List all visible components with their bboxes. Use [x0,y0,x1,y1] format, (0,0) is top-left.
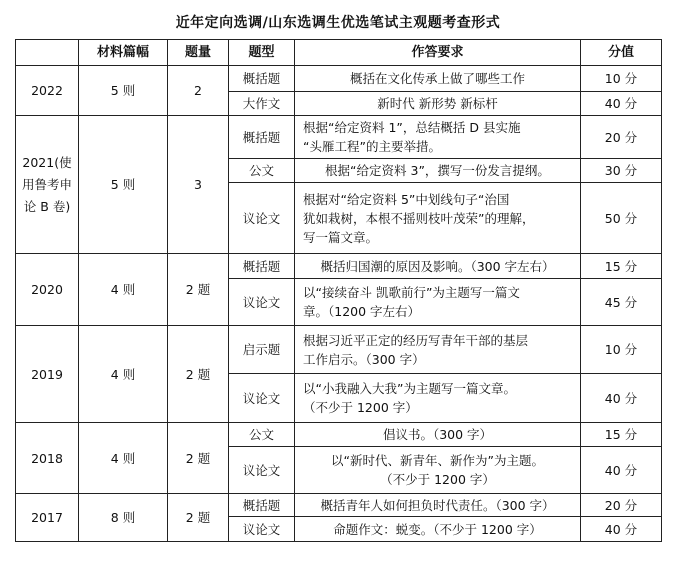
header-score: 分值 [581,40,662,66]
requirement-cell [295,326,581,374]
materials-cell: 5 则 [79,116,168,254]
question-type-cell: 议论文 [229,517,295,542]
question-count-cell: 2 题 [168,326,229,423]
table-row [16,423,662,447]
requirement-line: 命题作文：蜕变。（不少于 1200 字） [333,521,542,537]
table-row [16,254,662,279]
header-count: 题量 [168,40,229,66]
requirement-cell [295,494,581,517]
requirement-cell [295,447,581,494]
question-type-cell: 议论文 [229,183,295,254]
year-cell: 2021(使用鲁考申论 B 卷) [16,116,79,254]
year-cell: 2022 [16,66,79,116]
requirement-line: 写一篇文章。 [303,229,379,245]
score-cell: 15 分 [581,254,662,279]
question-count-cell: 3 [168,116,229,254]
requirement-line: 工作启示。（300 字） [303,351,425,367]
requirement-line: “头雁工程”的主要举措。 [303,139,441,154]
question-count-cell: 2 题 [168,494,229,542]
question-type-cell: 概括题 [229,494,295,517]
requirement-line: 根据“给定资料 3”，撰写一份发言提纲。 [325,163,550,178]
score-cell: 45 分 [581,279,662,326]
requirement-line: 倡议书。（300 字） [382,427,493,442]
requirement-cell [295,183,581,254]
requirement-line: 以“新时代、新青年、新作为”为主题。 [331,453,544,468]
score-cell: 40 分 [581,447,662,494]
question-type-cell: 启示题 [229,326,295,374]
question-count-cell: 2 [168,66,229,116]
year-cell: 2017 [16,494,79,542]
exam-format-table [15,39,662,542]
requirement-line: 概括在文化传承上做了哪些工作 [349,71,525,86]
table-row [16,116,662,159]
table-row [16,66,662,92]
score-cell: 20 分 [581,116,662,159]
requirement-line: （不少于 1200 字） [380,472,495,487]
requirement-line: （不少于 1200 字） [303,400,418,415]
requirement-line: 概括青年人如何担负时代责任。（300 字） [320,497,555,513]
score-cell: 40 分 [581,92,662,116]
year-cell: 2018 [16,423,79,494]
requirement-cell [295,159,581,183]
table-row [16,494,662,517]
requirement-line: 根据习近平正定的经历写青年干部的基层 [303,332,529,348]
score-cell: 10 分 [581,66,662,92]
requirement-line: 根据对“给定资料 5”中划线句子“治国 [303,191,510,207]
header-year [16,40,79,66]
question-type-cell: 议论文 [229,279,295,326]
materials-cell: 4 则 [79,423,168,494]
requirement-line: 章。（1200 字左右） [303,304,421,319]
materials-cell: 8 则 [79,494,168,542]
question-type-cell: 概括题 [229,66,295,92]
question-type-cell: 公文 [229,159,295,183]
score-cell: 30 分 [581,159,662,183]
question-type-cell: 公文 [229,423,295,447]
requirement-line: 以“小我融入大我”为主题写一篇文章。 [303,381,516,396]
requirement-cell [295,423,581,447]
materials-cell: 4 则 [79,326,168,423]
year-cell: 2019 [16,326,79,423]
page-title: 近年定向选调/山东选调生优选笔试主观题考查形式 [175,15,501,31]
requirement-cell [295,254,581,279]
question-type-cell: 大作文 [229,92,295,116]
requirement-line: 犹如栽树，本根不摇则枝叶茂荣”的理解， [303,210,535,226]
question-type-cell: 议论文 [229,374,295,423]
requirement-cell [295,374,581,423]
question-type-cell: 概括题 [229,254,295,279]
header-requirement: 作答要求 [295,40,581,66]
header-materials: 材料篇幅 [79,40,168,66]
table-header-row [16,40,662,66]
materials-cell: 5 则 [79,66,168,116]
table-row [16,326,662,374]
score-cell: 40 分 [581,517,662,542]
score-cell: 20 分 [581,494,662,517]
materials-cell: 4 则 [79,254,168,326]
requirement-cell [295,116,581,159]
question-count-cell: 2 题 [168,254,229,326]
question-type-cell: 议论文 [229,447,295,494]
score-cell: 50 分 [581,183,662,254]
requirement-line: 概括归国潮的原因及影响。（300 字左右） [320,258,555,274]
question-count-cell: 2 题 [168,423,229,494]
score-cell: 15 分 [581,423,662,447]
requirement-cell [295,517,581,542]
score-cell: 10 分 [581,326,662,374]
requirement-cell [295,66,581,92]
question-type-cell: 概括题 [229,116,295,159]
requirement-cell [295,92,581,116]
requirement-line: 新时代 新形势 新标杆 [377,96,498,111]
header-type: 题型 [229,40,295,66]
requirement-cell [295,279,581,326]
score-cell: 40 分 [581,374,662,423]
requirement-line: 根据“给定资料 1”，总结概括 D 县实施 [303,120,521,135]
year-cell: 2020 [16,254,79,326]
requirement-line: 以“接续奋斗 凯歌前行”为主题写一篇文 [303,285,520,300]
